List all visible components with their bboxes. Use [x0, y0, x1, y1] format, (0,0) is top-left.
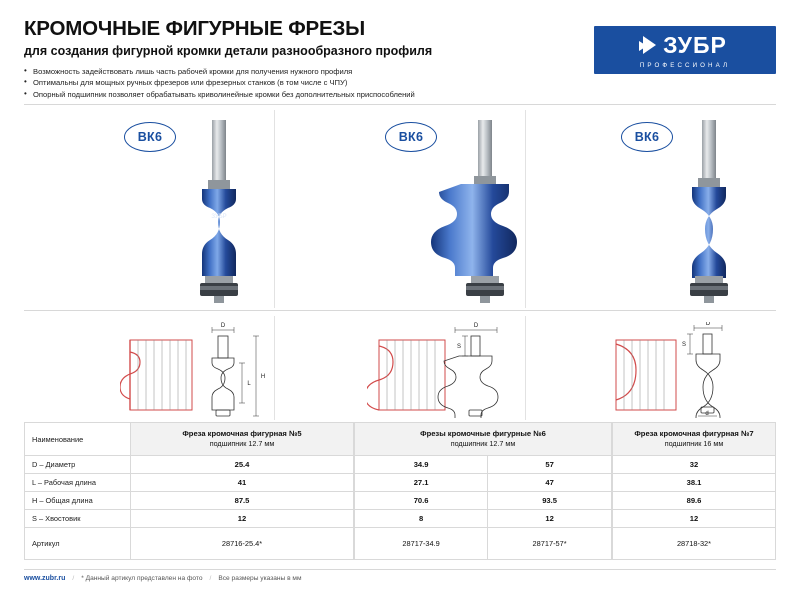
router-bit-photo-3 [654, 118, 764, 308]
footer-row [24, 575, 776, 582]
material-badge: ВК6 [385, 122, 437, 152]
row-label-h: H – Общая длина [25, 492, 131, 510]
svg-text:S: S [681, 342, 687, 348]
table-row [355, 423, 612, 456]
cell-article-2b: 28717-57* [488, 528, 612, 560]
cell-d-2a: 34.9 [355, 456, 488, 474]
list-item: • Возможность задействовать лишь часть рабочей кромки для получения нужного профиля [24, 66, 776, 78]
table-row [25, 423, 354, 456]
website-link[interactable]: www.zubr.ru [24, 575, 66, 582]
diagram-cell-3 [525, 316, 776, 420]
svg-text:d: d [705, 411, 709, 417]
brand-name: ЗУБР [663, 31, 727, 58]
cell-l-1: 41 [131, 474, 354, 492]
table-row [355, 456, 612, 474]
arrow-icon [643, 36, 656, 54]
svg-text:H: H [260, 374, 266, 380]
cell-article-2a: 28717-34.9 [355, 528, 488, 560]
table-row [613, 510, 776, 528]
cell-article-1: 28716-25.4* [131, 528, 354, 560]
svg-text:D: D [473, 323, 479, 329]
product-cell-3 [525, 110, 776, 308]
table-row [25, 528, 354, 560]
separator: / [72, 575, 75, 582]
cell-d-1: 25.4 [131, 456, 354, 474]
cell-l-2a: 27.1 [355, 474, 488, 492]
table-row [613, 456, 776, 474]
spec-table-group-1 [24, 422, 354, 560]
cell-h-2b: 93.5 [488, 492, 612, 510]
technical-drawing-3 [604, 322, 754, 418]
cell-s-2a: 8 [355, 510, 488, 528]
cell-h-1: 87.5 [131, 492, 354, 510]
footnote-1: * Данный артикул представлен на фото [81, 575, 203, 582]
cell-d-3: 32 [613, 456, 776, 474]
svg-text:S: S [456, 344, 462, 350]
divider [24, 310, 776, 311]
footnote-2: Все размеры указаны в мм [218, 575, 302, 582]
separator: / [209, 575, 212, 582]
group-title: Фреза кромочная фигурная №7 [634, 429, 754, 438]
spec-table-group-3 [612, 422, 776, 560]
table-row [613, 492, 776, 510]
cell-article-3: 28718-32* [613, 528, 776, 560]
row-label-s: S – Хвостовик [25, 510, 131, 528]
group-subtitle: подшипник 16 мм [664, 439, 724, 449]
svg-text:ЗУБР: ЗУБР [211, 214, 227, 220]
product-cell-2 [274, 110, 525, 308]
technical-drawing-1 [120, 322, 270, 418]
list-item: • Оптимальны для мощных ручных фрезеров или фрезерных станков (в том числе с ЧПУ) [24, 77, 776, 89]
group-header-1 [131, 423, 354, 456]
cell-l-3: 38.1 [613, 474, 776, 492]
table-row [25, 492, 354, 510]
table-row [25, 474, 354, 492]
logo-row [643, 32, 727, 59]
diagram-cell-1 [24, 316, 274, 420]
cell-d-2b: 57 [488, 456, 612, 474]
cell-s-1: 12 [131, 510, 354, 528]
row-label-header: Наименование [25, 423, 131, 456]
table-row [613, 423, 776, 456]
table-row [355, 474, 612, 492]
spec-tables [24, 422, 776, 560]
product-images [24, 110, 776, 308]
material-badge: ВК6 [621, 122, 673, 152]
table-row [613, 528, 776, 560]
table-row [25, 510, 354, 528]
group-header-2 [355, 423, 612, 456]
table-row [355, 510, 612, 528]
spec-table-group-2 [354, 422, 612, 560]
divider [24, 569, 776, 570]
list-item: • Опорный подшипник позволяет обрабатывать криволинейные кромки без дополнительных приспособлений [24, 89, 776, 101]
cell-s-2b: 12 [488, 510, 612, 528]
group-header-3 [613, 423, 776, 456]
profile-diagrams [24, 316, 776, 420]
group-subtitle: подшипник 12.7 мм [209, 439, 275, 449]
technical-drawing-2 [367, 322, 527, 418]
svg-text:D: D [705, 322, 711, 327]
cell-h-3: 89.6 [613, 492, 776, 510]
footer [24, 569, 776, 582]
table-row [355, 528, 612, 560]
divider [24, 104, 776, 105]
group-title: Фрезы кромочные фигурные №6 [420, 429, 546, 438]
brand-tagline: ПРОФЕССИОНАЛ [639, 61, 731, 69]
row-label-article: Артикул [25, 528, 131, 560]
cell-l-2b: 47 [488, 474, 612, 492]
router-bit-photo-1 [164, 118, 274, 308]
group-title: Фреза кромочная фигурная №5 [182, 429, 302, 438]
page-subtitle: для создания фигурной кромки детали разнообразного профиля [24, 43, 433, 58]
cell-h-2a: 70.6 [355, 492, 488, 510]
product-cell-1 [24, 110, 274, 308]
row-label-d: D – Диаметр [25, 456, 131, 474]
cell-s-3: 12 [613, 510, 776, 528]
table-row [355, 492, 612, 510]
page-title: КРОМОЧНЫЕ ФИГУРНЫЕ ФРЕЗЫ [24, 17, 366, 40]
svg-text:L: L [247, 381, 251, 387]
svg-text:D: D [220, 323, 226, 329]
table-row [25, 456, 354, 474]
brand-logo [594, 26, 776, 74]
diagram-cell-2 [274, 316, 525, 420]
row-label-l: L – Рабочая длина [25, 474, 131, 492]
material-badge: ВК6 [124, 122, 176, 152]
group-subtitle: подшипник 12.7 мм [450, 439, 516, 449]
table-row [613, 474, 776, 492]
